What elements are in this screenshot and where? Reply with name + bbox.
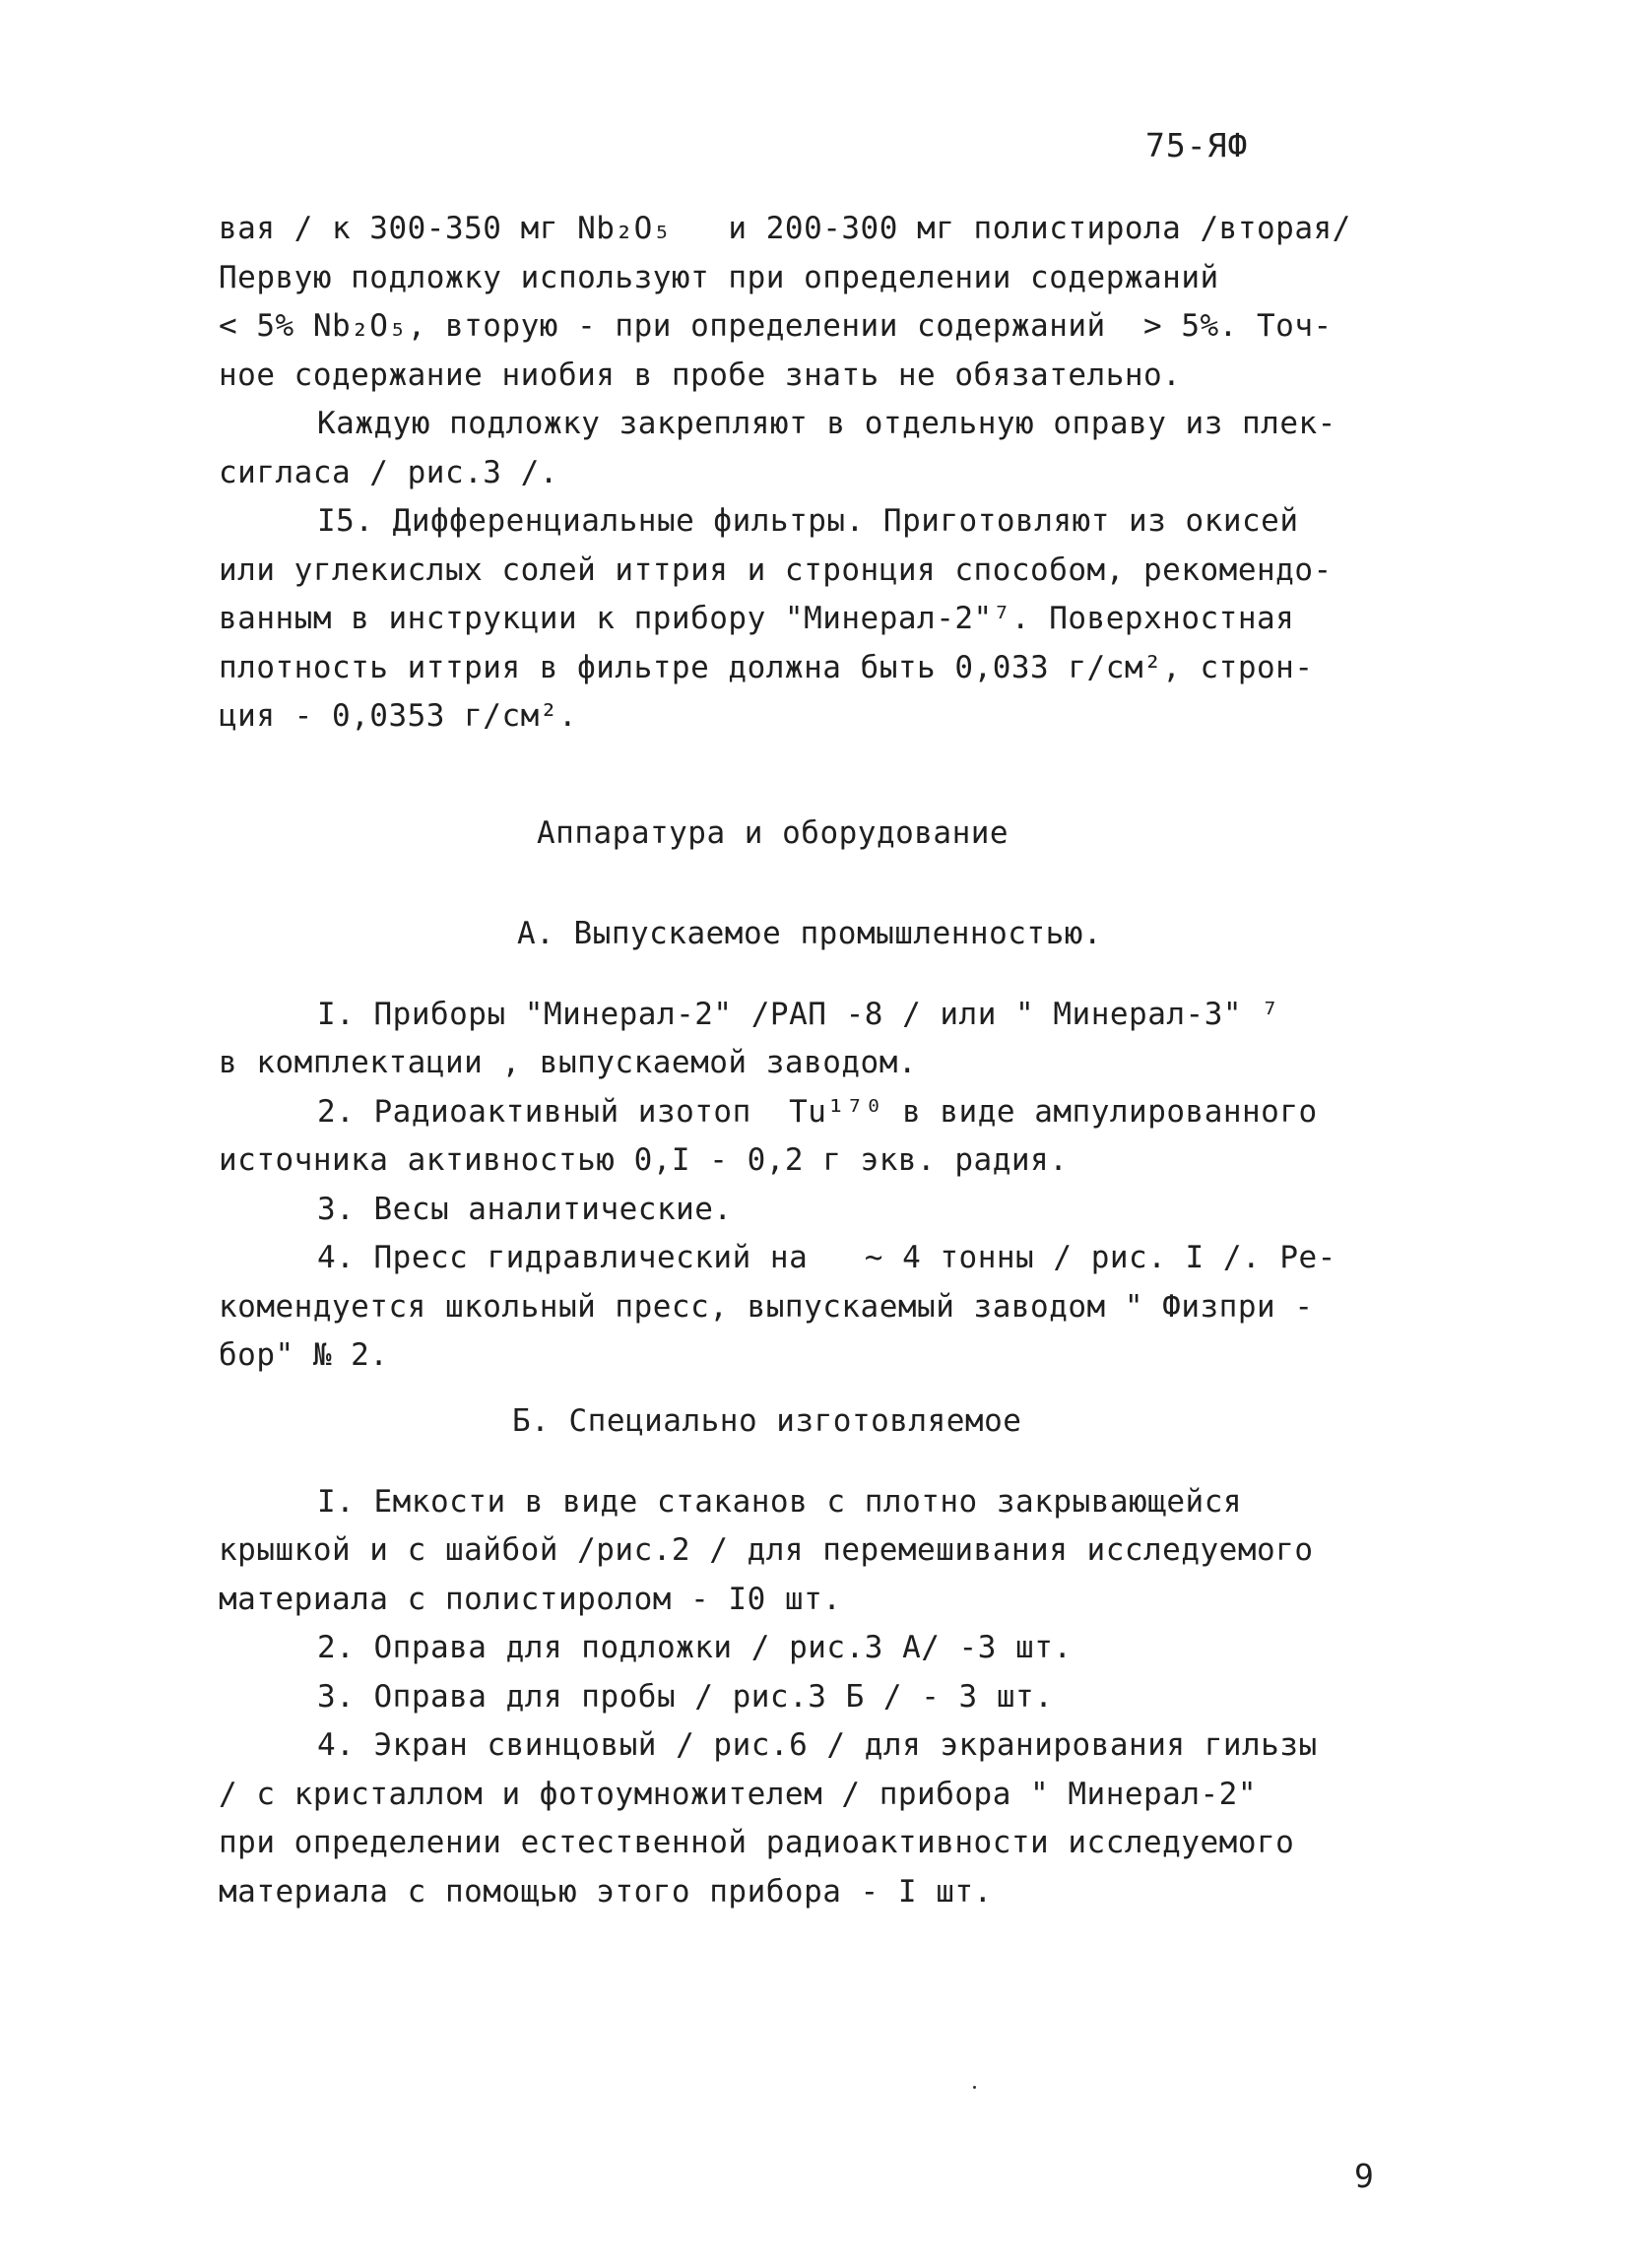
- text-line: сигласа / рис.3 /.: [219, 455, 558, 490]
- list-item-line: материала с помощью этого прибора - I шт.: [219, 1874, 993, 1910]
- section-title: Аппаратура и оборудование: [537, 815, 1009, 851]
- list-item-line: в комплектации , выпускаемой заводом.: [219, 1045, 918, 1080]
- list-item-line: I. Емкости в виде стаканов с плотно закрывающейся: [317, 1484, 1243, 1520]
- list-item-line: 4. Пресс гидравлический на ~ 4 тонны / рис. I /. Ре-: [317, 1240, 1336, 1275]
- text-line: ция - 0,0353 г/см².: [219, 698, 578, 734]
- text-line: вая / к 300-350 мг Nb₂O₅ и 200-300 мг полистирола /вторая/: [219, 211, 1351, 246]
- list-item-line: 3. Весы аналитические.: [317, 1192, 733, 1227]
- text-line: Каждую подложку закрепляют в отдельную оправу из плек-: [317, 406, 1336, 441]
- text-line: плотность иттрия в фильтре должна быть 0,033 г/см², строн-: [219, 650, 1314, 685]
- list-item-line: 3. Оправа для пробы / рис.3 Б / - 3 шт.: [317, 1679, 1054, 1715]
- list-item-line: 2. Оправа для подложки / рис.3 А/ -3 шт.: [317, 1630, 1073, 1665]
- text-line: < 5% Nb₂O₅, вторую - при определении содержаний > 5%. Точ-: [219, 308, 1333, 344]
- text-line: I5. Дифференциальные фильтры. Приготовляют из окисей: [317, 503, 1299, 539]
- list-item-line: бор" № 2.: [219, 1337, 389, 1373]
- text-line: ное содержание ниобия в пробе знать не обязательно.: [219, 357, 1182, 393]
- list-item-line: 4. Экран свинцовый / рис.6 / для экранирования гильзы: [317, 1727, 1318, 1763]
- text-line: Первую подложку используют при определении содержаний: [219, 260, 1219, 295]
- list-item-line: комендуется школьный пресс, выпускаемый заводом " Физпри -: [219, 1289, 1314, 1325]
- subsection-title-b: Б. Специально изготовляемое: [512, 1403, 1022, 1439]
- list-item-line: I. Приборы "Минерал-2" /РАП -8 / или " Минерал-3" ⁷: [317, 997, 1280, 1032]
- stray-dot: [973, 2086, 976, 2089]
- list-item-line: при определении естественной радиоактивности исследуемого: [219, 1825, 1295, 1860]
- list-item-line: материала с полистиролом - I0 шт.: [219, 1582, 842, 1617]
- text-line: ванным в инструкции к прибору "Минерал-2"⁷. Поверхностная: [219, 601, 1295, 636]
- list-item-line: источника активностью 0,I - 0,2 г экв. радия.: [219, 1142, 1069, 1178]
- text-line: или углекислых солей иттрия и стронция способом, рекомендо-: [219, 552, 1333, 588]
- list-item-line: 2. Радиоактивный изотоп Tu¹⁷⁰ в виде ампулированного: [317, 1094, 1318, 1130]
- subsection-title-a: А. Выпускаемое промышленностью.: [517, 916, 1103, 951]
- list-item-line: крышкой и с шайбой /рис.2 / для перемешивания исследуемого: [219, 1532, 1314, 1568]
- page-number: 9: [1354, 2157, 1374, 2195]
- list-item-line: / с кристаллом и фотоумножителем / прибора " Минерал-2": [219, 1777, 1257, 1812]
- document-code: 75-ЯФ: [1145, 126, 1249, 164]
